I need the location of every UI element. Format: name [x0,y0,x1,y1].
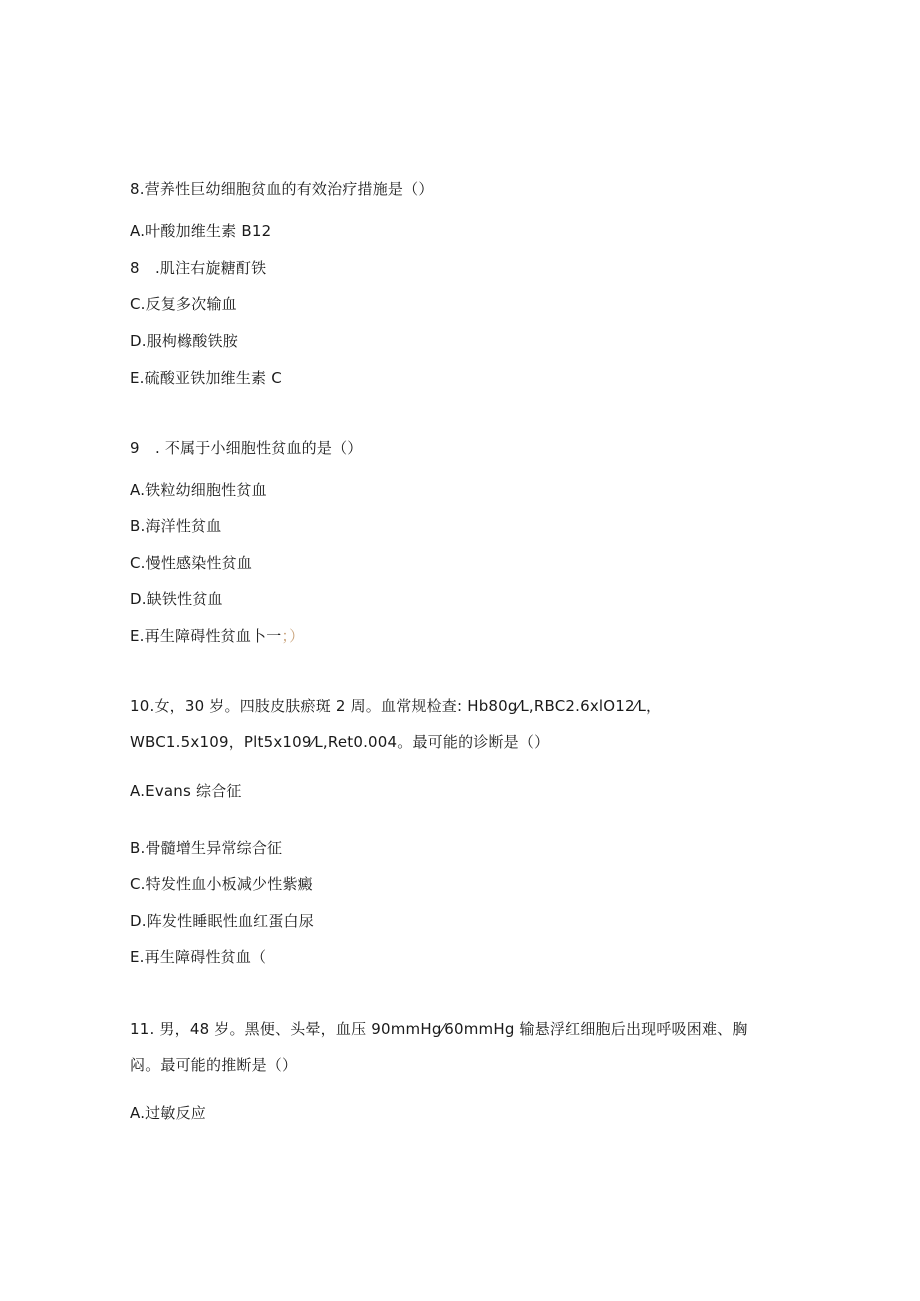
question-10-option-b: B.骨髓增生异常综合征 [130,839,283,857]
question-9-stem: 9 . 不属于小细胞性贫血的是（） [130,439,363,457]
question-10-stem-line2: WBC1.5x109，Plt5x109⁄L,Ret0.004。最可能的诊断是（） [130,733,550,751]
question-9-option-e [130,626,304,646]
question-9-option-c: C.慢性感染性贫血 [130,554,253,572]
question-8-option-d: D.服枸橼酸铁胺 [130,332,238,350]
question-8-stem: 8.营养性巨幼细胞贫血的有效治疗措施是（） [130,180,434,198]
question-8-option-a: A.叶酸加维生素 B12 [130,222,272,240]
question-10-stem-line1: 10.女，30 岁。四肢皮肤瘀斑 2 周。血常规检查: Hb80g⁄L,RBC2.6xlO12⁄L， [130,697,662,715]
question-8-option-c: C.反复多次输血 [130,295,237,313]
question-9-option-a: A.铁粒幼细胞性贫血 [130,481,267,499]
question-9-option-b: B.海洋性贫血 [130,517,222,535]
question-9-option-e-text: E.再生障碍性贫血卜一 [130,627,282,645]
question-8-option-b: 8 .肌注右旋糖酊铁 [130,259,267,277]
question-8-option-e: E.硫酸亚铁加维生素 C [130,369,282,387]
question-9-option-d: D.缺铁性贫血 [130,590,223,608]
question-10-option-d: D.阵发性睡眠性血红蛋白尿 [130,912,314,930]
question-11-option-a: A.过敏反应 [130,1104,206,1122]
question-11-stem-line1: 11. 男，48 岁。黑便、头晕，血压 90mmHg⁄60mmHg 输悬浮红细胞后出现呼吸困难、胸 [130,1020,748,1038]
question-10-option-a: A.Evans 综合征 [130,782,242,800]
question-9-option-e-faint: ；） [281,627,305,645]
question-10-option-c: C.特发性血小板减少性紫癜 [130,875,313,893]
question-10-option-e: E.再生障碍性贫血（ [130,948,267,966]
question-11-stem-line2: 闷。最可能的推断是（） [130,1056,298,1074]
